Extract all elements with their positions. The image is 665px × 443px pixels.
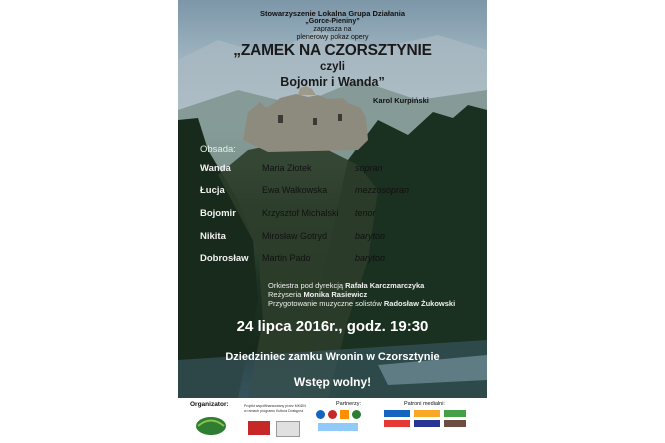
media-logo bbox=[444, 420, 466, 427]
event-venue: Dziedziniec zamku Wronin w Czorsztynie bbox=[225, 351, 440, 363]
org-line-2: „Gorce-Pieniny” bbox=[305, 18, 360, 25]
cast-row bbox=[178, 253, 487, 269]
media-logo bbox=[444, 410, 466, 417]
composer: Karol Kurpiński bbox=[373, 96, 429, 105]
organizer-label: Organizator: bbox=[190, 401, 229, 408]
cast-voice: sopran bbox=[355, 163, 383, 173]
organizer-logo bbox=[194, 411, 228, 437]
credit-orchestra-name: Rafała Karczmarczyka bbox=[345, 281, 425, 290]
credit-direction-prefix: Reżyseria bbox=[268, 290, 304, 299]
cast-singer: Martin Pado bbox=[262, 253, 311, 263]
opera-title-czyli: czyli bbox=[320, 61, 345, 73]
media-label: Patroni medialni: bbox=[404, 401, 445, 407]
cast-row bbox=[178, 163, 487, 179]
credit-direction bbox=[268, 290, 367, 299]
media-logo bbox=[414, 410, 440, 417]
cast-singer: Ewa Walkowska bbox=[262, 185, 328, 195]
cast-role: Bojomir bbox=[200, 208, 236, 219]
cast-row bbox=[178, 231, 487, 247]
ministry-logo bbox=[248, 421, 270, 435]
cast-singer: Krzysztof Michalski bbox=[262, 208, 339, 218]
credit-orchestra bbox=[268, 281, 424, 290]
credit-music-name: Radosław Żukowski bbox=[383, 299, 456, 308]
cast-heading: Obsada: bbox=[200, 144, 236, 155]
credit-orchestra-prefix: Orkiestra pod dyrekcją bbox=[268, 281, 346, 290]
event-admission: Wstęp wolny! bbox=[293, 375, 372, 389]
cast-role: Wanda bbox=[200, 163, 231, 174]
partners-label: Partnerzy: bbox=[336, 401, 362, 407]
media-logo bbox=[384, 410, 410, 417]
partner-logo bbox=[316, 410, 325, 419]
cast-voice: tenor bbox=[355, 208, 376, 218]
org-line-1: Stowarzyszenie Lokalna Grupa Działania bbox=[259, 9, 406, 18]
credit-music bbox=[268, 299, 455, 308]
cast-voice: baryton bbox=[355, 253, 386, 263]
event-datetime: 24 lipca 2016r., godz. 19:30 bbox=[236, 318, 429, 335]
cast-singer: Mirosław Gotryd bbox=[262, 231, 328, 241]
media-logo bbox=[384, 420, 410, 427]
partner-logo bbox=[352, 410, 361, 419]
project-note: Projekt współfinansowany przez MKiDN w ramach programu Kultura Dostępna bbox=[244, 404, 306, 413]
cast-voice: mezzosopran bbox=[355, 185, 410, 195]
org-line-4: plenerowy pokaz opery bbox=[296, 34, 369, 41]
partner-logo bbox=[328, 410, 337, 419]
cast-role: Dobrosław bbox=[200, 253, 249, 264]
cast-role: Nikita bbox=[200, 231, 226, 242]
org-line-3: zaprasza na bbox=[313, 26, 352, 33]
cast-row bbox=[178, 185, 487, 201]
cast-singer: Maria Złotek bbox=[262, 163, 312, 173]
opera-subtitle: Bojomir i Wanda” bbox=[280, 75, 385, 89]
partner-logo bbox=[340, 410, 349, 419]
cast-row bbox=[178, 208, 487, 224]
partner-logo bbox=[318, 423, 358, 431]
poster bbox=[178, 0, 487, 398]
media-logo bbox=[414, 420, 440, 427]
cast-voice: baryton bbox=[355, 231, 386, 241]
cast-role: Łucja bbox=[200, 185, 225, 196]
opera-title: „ZAMEK NA CZORSZTYNIE bbox=[233, 42, 432, 59]
kultura-dostepna-logo bbox=[276, 421, 300, 437]
sponsor-strip bbox=[178, 399, 487, 443]
credit-music-prefix: Przygotowanie muzyczne solistów bbox=[268, 299, 384, 308]
credit-direction-name: Monika Rasiewicz bbox=[303, 290, 368, 299]
